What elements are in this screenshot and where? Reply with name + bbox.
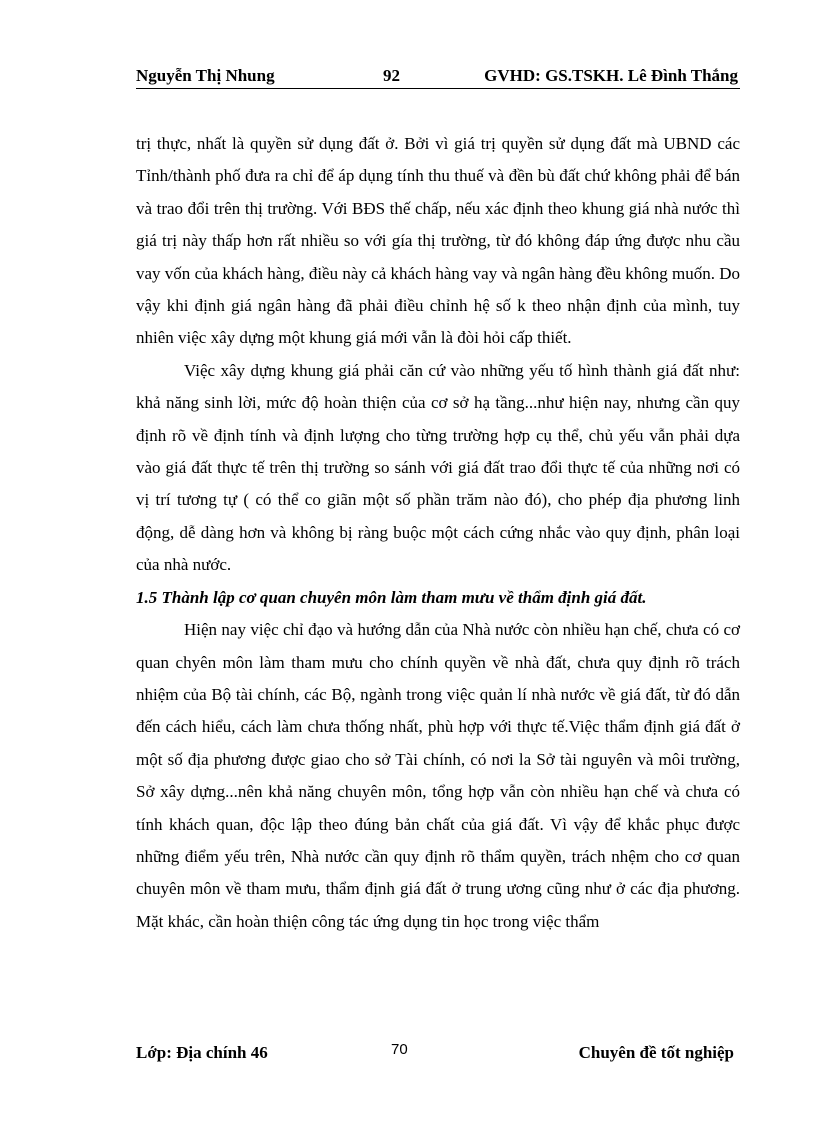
page-header: [136, 64, 740, 89]
paragraph-3: Hiện nay việc chỉ đạo và hướng dẫn của Nhà nước còn nhiều hạn chế, chưa có cơ quan chyên môn làm tham mưu cho chính quyền về nhà đất, chưa quy định rõ trách nhiệm của Bộ tài chính, các Bộ, ngành trong việc quản lí nhà nước về giá đất, từ đó dẫn đến cách hiểu, cách làm chưa thống nhất, phù hợp với thực tế.Việc thẩm định giá đất ở một số địa phương được giao cho sở Tài chính, có nơi la Sở tài nguyên và môi trường, Sở xây dựng...nên khả năng chuyên môn, tổng hợp vẫn còn nhiều hạn chế và chưa có tính khách quan, độc lập theo đúng bản chất của giá đất. Vì vậy để khắc phục được những điểm yếu trên, Nhà nước cần quy định rõ thẩm quyền, trách nhệm cho cơ quan chuyên môn về tham mưu, thẩm định giá đất ở trung ương cũng như ở các địa phương. Mặt khác, cần hoàn thiện công tác ứng dụng tin học trong việc thẩm: [136, 620, 740, 931]
page-body: [136, 128, 740, 938]
page-footer: [136, 1043, 740, 1067]
header-advisor: GVHD: GS.TSKH. Lê Đình Thắng: [484, 66, 738, 85]
section-heading: 1.5 Thành lập cơ quan chuyên môn làm tham mưu về thẩm định giá đất.: [136, 587, 647, 607]
header-author: Nguyễn Thị Nhung: [136, 66, 275, 85]
paragraph-2: Việc xây dựng khung giá phải căn cứ vào những yếu tố hình thành giá đất như: khả năng sinh lời, mức độ hoàn thiện của cơ sở hạ tầng...như hiện nay, nhưng cần quy định rõ về định tính và định lượng cho từng trường hợp cụ thể, chủ yếu vẫn phải dựa vào giá đất thực tế trên thị trường so sánh với giá đất trao đổi thực tế của những nơi có vị trí tương tự ( có thể co giãn một số phần trăm nào đó), cho phép địa phương linh động, dễ dàng hơn và không bị ràng buộc một cách cứng nhắc vào quy định, phân loại của nhà nước.: [136, 360, 740, 575]
footer-page-number: 70: [391, 1041, 408, 1058]
footer-class-label: Lớp: Địa chính 46: [136, 1043, 268, 1062]
footer-doc-type: Chuyên đề tốt nghiệp: [578, 1043, 734, 1062]
header-page-ref: 92: [383, 66, 400, 85]
paragraph-1: trị thực, nhất là quyền sử dụng đất ở. Bởi vì giá trị quyền sử dụng đất mà UBND các Tỉnh/thành phố đưa ra chỉ để áp dụng tính thu thuế và đền bù đất chứ không phải để bán và trao đổi trên thị trường. Với BĐS thế chấp, nếu xác định theo khung giá nhà nước thì giá trị này thấp hơn rất nhiều so với gía thị trường, từ đó không đáp ứng được nhu cầu vay vốn của khách hàng, điều này cả khách hàng vay và ngân hàng đều không muốn. Do vậy khi định giá ngân hàng đã phải điều chỉnh hệ số k theo nhận định của mình, tuy nhiên việc xây dựng một khung giá mới vẫn là đòi hỏi cấp thiết.: [136, 134, 740, 348]
